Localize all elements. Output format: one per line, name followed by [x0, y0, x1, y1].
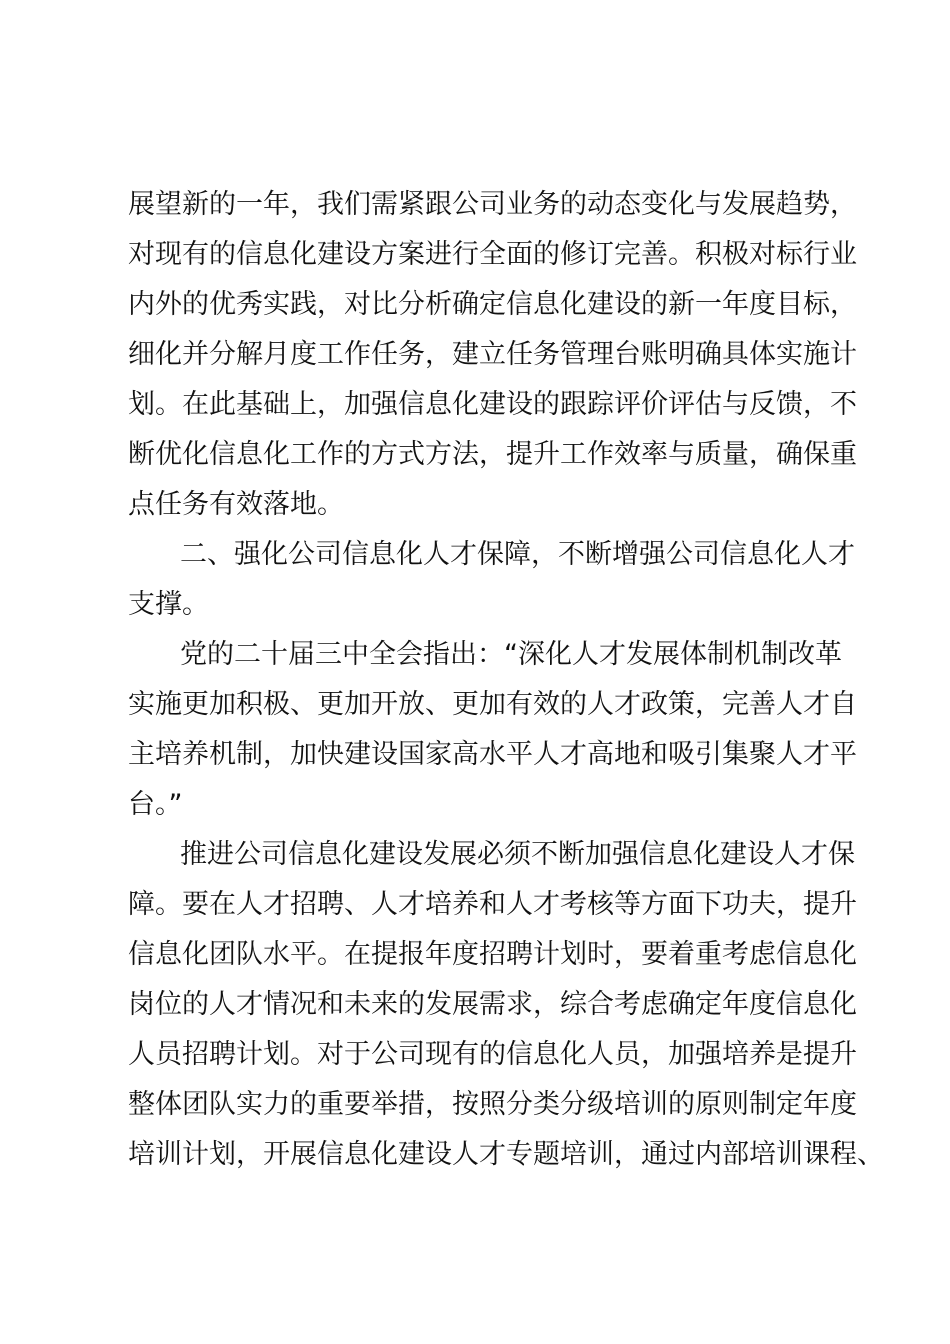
- text-line: 岗位的人才情况和未来的发展需求，综合考虑确定年度信息化: [128, 989, 857, 1020]
- text-line: 内外的优秀实践，对比分析确定信息化建设的新一年度目标，: [128, 289, 857, 320]
- text-line: 对现有的信息化建设方案进行全面的修订完善。积极对标行业: [128, 239, 857, 270]
- text-line: 整体团队实力的重要举措，按照分类分级培训的原则制定年度: [128, 1089, 857, 1120]
- text-line: 断优化信息化工作的方式方法，提升工作效率与质量，确保重: [128, 439, 857, 470]
- text-line: 推进公司信息化建设发展必须不断加强信息化建设人才保: [180, 839, 855, 870]
- text-line: 培训计划，开展信息化建设人才专题培训，通过内部培训课程、: [128, 1139, 884, 1170]
- section-heading-line: 支撑。: [128, 589, 209, 620]
- quote-line: 实施更加积极、更加开放、更加有效的人才政策，完善人才自: [128, 689, 857, 720]
- text-line: 点任务有效落地。: [128, 489, 344, 520]
- quote-line: 党的二十届三中全会指出：“深化人才发展体制机制改革: [180, 639, 842, 670]
- quote-line: 主培养机制，加快建设国家高水平人才高地和吸引集聚人才平: [128, 739, 857, 770]
- text-line: 信息化团队水平。在提报年度招聘计划时，要着重考虑信息化: [128, 939, 857, 970]
- text-line: 障。要在人才招聘、人才培养和人才考核等方面下功夫，提升: [128, 889, 857, 920]
- section-heading-line: 二、强化公司信息化人才保障，不断增强公司信息化人才: [180, 539, 855, 570]
- text-line: 细化并分解月度工作任务，建立任务管理台账明确具体实施计: [128, 339, 857, 370]
- text-line: 划。在此基础上，加强信息化建设的跟踪评价评估与反馈，不: [128, 389, 857, 420]
- text-line: 展望新的一年，我们需紧跟公司业务的动态变化与发展趋势，: [128, 189, 857, 220]
- text-line: 人员招聘计划。对于公司现有的信息化人员，加强培养是提升: [128, 1039, 857, 1070]
- quote-line: 台。”: [128, 789, 183, 820]
